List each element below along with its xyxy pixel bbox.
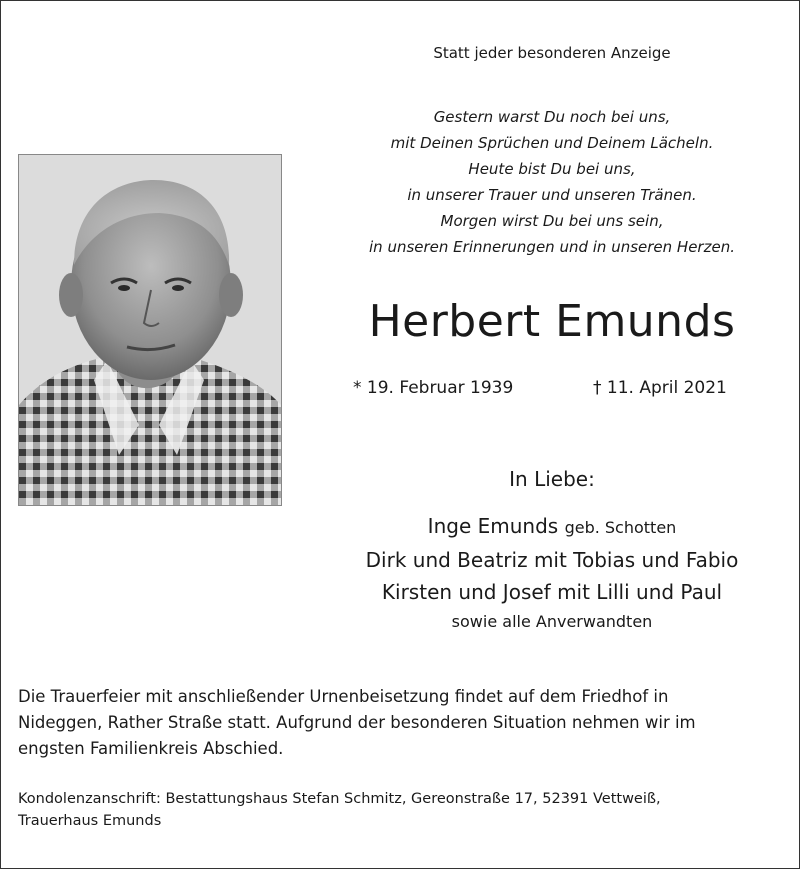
poem [316, 104, 788, 260]
poem-line: Gestern warst Du noch bei uns, [433, 108, 671, 126]
condolence-address [18, 788, 790, 832]
deceased-name: Herbert Emunds [368, 296, 736, 347]
family-line: Kirsten und Josef mit Lilli und Paul [381, 580, 723, 604]
family-line: Dirk und Beatriz mit Tobias und Fabio [365, 548, 739, 572]
birth-date: * 19. Februar 1939 [353, 378, 514, 398]
poem-line: Heute bist Du bei uns, [468, 160, 636, 178]
family-list [316, 510, 788, 636]
service-line: engsten Familienkreis Abschied. [18, 739, 284, 758]
family-line: sowie alle Anverwandten [451, 612, 653, 631]
spouse-maiden-name: geb. Schotten [564, 518, 677, 537]
poem-line: mit Deinen Sprüchen und Deinem Lächeln. [390, 134, 714, 152]
poem-line: in unseren Erinnerungen und in unseren Herzen. [369, 238, 735, 256]
condolence-line: Kondolenzanschrift: Bestattungshaus Stefan Schmitz, Gereonstraße 17, 52391 Vettweiß, [18, 791, 661, 807]
condolence-line: Trauerhaus Emunds [18, 813, 162, 829]
in-love-heading: In Liebe: [509, 467, 595, 491]
family-line [316, 510, 788, 544]
poem-line: in unserer Trauer und unseren Tränen. [407, 186, 697, 204]
spouse-name: Inge Emunds [427, 514, 559, 538]
portrait-photo [18, 154, 282, 506]
service-line: Die Trauerfeier mit anschließender Urnenbeisetzung findet auf dem Friedhof in [18, 687, 669, 706]
service-text [18, 684, 790, 762]
service-line: Nideggen, Rather Straße statt. Aufgrund der besonderen Situation nehmen wir im [18, 713, 696, 732]
notice-header: Statt jeder besonderen Anzeige [433, 44, 671, 62]
poem-line: Morgen wirst Du bei uns sein, [440, 212, 664, 230]
death-date: † 11. April 2021 [593, 378, 727, 398]
portrait-illustration [19, 155, 281, 505]
